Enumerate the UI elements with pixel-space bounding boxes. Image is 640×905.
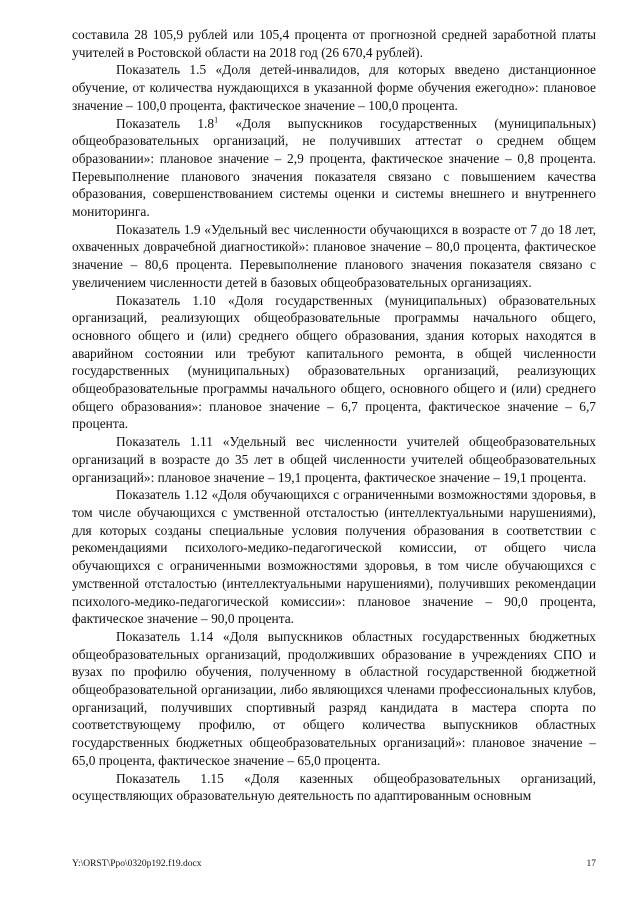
indicator-1-8-head: Показатель 1.8	[116, 115, 215, 131]
paragraph-indicator-1-11: Показатель 1.11 «Удельный вес численности учителей общеобразовательных организаций в возрасте до 35 лет в общей численности учителей общеобразовательных организаций»: плановое значение – 19,1 процента, фактическое значение – 19,1 процента.	[72, 434, 596, 485]
paragraph-continuation: составила 28 105,9 рублей или 105,4 процента от прогнозной средней заработной платы учителей в Ростовской области на 2018 год (26 670,4 рублей).	[72, 27, 596, 60]
indicator-1-8-text: «Доля выпускников государственных (муниципальных) общеобразовательных организаций, не получивших аттестат о среднем общем образовании»: плановое значение – 2,9 процента, фактическое значение – 0,8 процента. Перевыполнение планового значения показателя связано с повышением качества образования, совершенствованием системы оценки и системы внешнего и внутреннего мониторинга.	[72, 115, 596, 220]
paragraph-indicator-1-8	[72, 115, 596, 221]
document-page	[72, 26, 596, 805]
paragraph-indicator-1-9: Показатель 1.9 «Удельный вес численности обучающихся в возрасте от 7 до 18 лет, охваченных доврачебной диагностикой»: плановое значение – 80,0 процента, фактическое значение – 80,6 процента. Перевыполнение планового значения показателя связано с увеличением численности детей в базовых общеобразовательных организациях.	[72, 221, 596, 290]
page-number: 17	[586, 859, 596, 869]
paragraph-indicator-1-12: Показатель 1.12 «Доля обучающихся с ограниченными возможностями здоровья, в том числе обучающихся с умственной отсталостью (интеллектуальными нарушениями), для которых созданы специальные условия получения образования в соответствии с рекомендациями психолого-медико-педагогической комиссии, от общего числа обучающихся с ограниченными возможностями здоровья, в том числе обучающихся с умственной отсталостью (интеллектуальными нарушениями), получивших рекомендации психолого-медико-педагогической комиссии»: плановое значение – 90,0 процента, фактическое значение – 90,0 процента.	[72, 487, 596, 627]
paragraph-indicator-1-5: Показатель 1.5 «Доля детей-инвалидов, для которых введено дистанционное обучение, от количества нуждающихся в указанной форме обучения ежегодно»: плановое значение – 100,0 процента, фактическое значение – 100,0 процента.	[72, 62, 596, 113]
paragraph-indicator-1-15: Показатель 1.15 «Доля казенных общеобразовательных организаций, осуществляющих образовательную деятельность по адаптированным основным	[72, 770, 596, 804]
paragraph-indicator-1-14: Показатель 1.14 «Доля выпускников областных государственных бюджетных общеобразовательных организаций, продолживших образование в учреждениях СПО и вузах по профилю обучения, полученному в областной государственной бюджетной общеобразовательной организации, либо являющихся членами профессиональных клубов, организаций, получивших спортивный разряд кандидата в мастера спорта по соответствующему профилю, от общего количества выпускников областных государственных бюджетных общеобразовательных организаций»: плановое значение – 65,0 процента, фактическое значение – 65,0 процента.	[72, 628, 596, 768]
paragraph-indicator-1-10: Показатель 1.10 «Доля государственных (муниципальных) образовательных организаций, реализующих общеобразовательные программы начального общего, основного общего и (или) среднего общего образования, здания которых находятся в аварийном состоянии или требуют капитального ремонта, в общей численности государственных (муниципальных) образовательных организаций, реализующих общеобразовательные программы начального общего, основного общего и (или) среднего общего образования»: плановое значение – 6,7 процента, фактическое значение – 6,7 процента.	[72, 292, 596, 432]
file-path: Y:\ORST\Ppo\0320p192.f19.docx	[72, 859, 202, 869]
footnote-marker: 1	[214, 115, 219, 125]
